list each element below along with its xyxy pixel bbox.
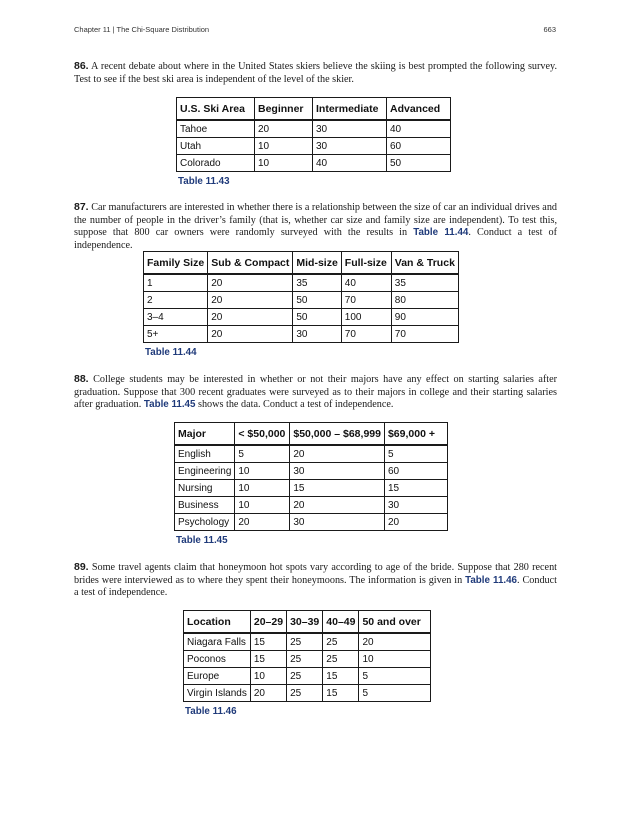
table-cell: 30 [313,120,387,138]
column-header: Beginner [255,98,313,121]
table-11-43 [176,97,451,172]
table-cell: 30 [290,514,385,531]
table-cell: Nursing [175,480,235,497]
table-cell: 10 [235,497,290,514]
table-cell: 20 [255,120,313,138]
column-header: 40–49 [323,611,359,634]
table-cell: 30 [293,326,341,343]
table-row [175,445,448,463]
table-cell: Tahoe [177,120,255,138]
table-cell: 25 [323,633,359,651]
table-cell: Business [175,497,235,514]
table-cell: Poconos [184,651,251,668]
table-cell: 20 [208,292,293,309]
problem-89 [74,561,557,600]
column-header: Mid-size [293,252,341,275]
table-cell: English [175,445,235,463]
table-caption: Table 11.44 [145,347,197,358]
problem-86 [74,60,557,86]
problem-text: Car manufacturers are interested in whether there is a relationship between the size of car an individual drives and the number of people in the driver’s family (that is, whether car size and family size are independent). To test this, suppose that 800 car owners were randomly surveyed with the results in [74,202,558,238]
table-cell: 20 [384,514,447,531]
table-row [184,633,431,651]
table-cell: Europe [184,668,251,685]
table-cell: 2 [144,292,208,309]
table-header-row [144,252,459,275]
table-cell: 5 [235,445,290,463]
table-cell: 15 [384,480,447,497]
table-cell: 10 [235,480,290,497]
table-cell: 20 [290,497,385,514]
table-cell: 20 [208,309,293,326]
table-cell: 50 [293,309,341,326]
table-cell: 5 [359,668,431,685]
problem-text: A recent debate about where in the United States skiers believe the skiing is best prompted the following survey. Test to see if the best ski area is independent of the level of the skier. [74,61,557,85]
table-cell: 70 [391,326,458,343]
problem-number: 87. [74,201,89,213]
table-cell: 15 [323,668,359,685]
table-cell: 20 [250,685,286,702]
table-row [144,274,459,292]
problem-number: 86. [74,60,89,72]
problem-87 [74,201,557,252]
table-cell: 90 [391,309,458,326]
table-cell: 70 [341,292,391,309]
table-cell: 60 [384,463,447,480]
table-cell: 80 [391,292,458,309]
column-header: $69,000 + [384,423,447,446]
problem-number: 88. [74,373,89,385]
table-cell: 10 [255,155,313,172]
table-cell: 15 [250,633,286,651]
table-cell: 20 [208,274,293,292]
table-cell: 15 [250,651,286,668]
table-row [144,326,459,343]
page-number: 663 [543,25,556,34]
table-caption: Table 11.45 [176,535,228,546]
table-row [175,480,448,497]
table-cell: 40 [387,120,451,138]
problem-88 [74,373,557,412]
column-header: 50 and over [359,611,431,634]
table-row [184,651,431,668]
table-cell: 25 [287,633,323,651]
table-cell: 30 [313,138,387,155]
table-cell: 50 [293,292,341,309]
column-header: Advanced [387,98,451,121]
table-cell: Utah [177,138,255,155]
table-header-row [177,98,451,121]
problem-text: . Conduct a test of independence. [74,227,557,251]
table-cell: 10 [235,463,290,480]
table-row [177,155,451,172]
table-cell: 15 [323,685,359,702]
table-caption: Table 11.46 [185,706,237,717]
column-header: Major [175,423,235,446]
table-cell: 5 [359,685,431,702]
problem-text: College students may be interested in whether or not their majors have any effect on starting salaries after graduation. Suppose that 300 recent graduates were surveyed as to their majors in college and their starting salaries after graduation. [74,374,558,410]
table-cell: 20 [208,326,293,343]
column-header: Van & Truck [391,252,458,275]
table-cell: 25 [287,685,323,702]
problem-text: Some travel agents claim that honeymoon hot spots vary according to age of the bride. Suppose that 280 recent brides were interviewed as to where they spent their honeymoons. The information is given in [74,562,557,586]
page-header [74,25,556,37]
column-header: Location [184,611,251,634]
table-reference-link[interactable]: Table 11.44 [413,227,469,238]
problem-text: . Conduct a test of independence. [74,574,557,598]
problem-number: 89. [74,561,89,573]
table-cell: 30 [290,463,385,480]
chapter-title: Chapter 11 | The Chi-Square Distribution [74,25,210,34]
column-header: 30–39 [287,611,323,634]
table-row [144,292,459,309]
table-cell: 60 [387,138,451,155]
table-cell: Virgin Islands [184,685,251,702]
table-cell: 1 [144,274,208,292]
table-cell: 70 [341,326,391,343]
table-cell: Niagara Falls [184,633,251,651]
table-cell: 20 [359,633,431,651]
table-row [175,514,448,531]
table-reference-link[interactable]: Table 11.45 [143,399,196,410]
table-cell: 10 [359,651,431,668]
column-header: $50,000 – $68,999 [290,423,385,446]
table-cell: 5 [384,445,447,463]
table-cell: 40 [341,274,391,292]
table-row [184,685,431,702]
table-cell: 25 [287,668,323,685]
problem-text: shows the data. Conduct a test of independence. [197,399,394,410]
table-cell: 3–4 [144,309,208,326]
table-cell: 50 [387,155,451,172]
table-cell: 20 [235,514,290,531]
table-cell: 25 [323,651,359,668]
column-header: Intermediate [313,98,387,121]
table-cell: Colorado [177,155,255,172]
table-header-row [184,611,431,634]
table-cell: 10 [255,138,313,155]
table-cell: 30 [384,497,447,514]
column-header: < $50,000 [235,423,290,446]
table-row [175,497,448,514]
column-header: U.S. Ski Area [177,98,255,121]
table-11-45 [174,422,448,531]
table-cell: 35 [391,274,458,292]
table-row [177,120,451,138]
table-cell: 10 [250,668,286,685]
column-header: Family Size [144,252,208,275]
table-row [144,309,459,326]
table-11-44 [143,251,459,343]
table-header-row [175,423,448,446]
table-cell: 25 [287,651,323,668]
column-header: Sub & Compact [208,252,293,275]
table-cell: 20 [290,445,385,463]
table-cell: Engineering [175,463,235,480]
table-cell: 40 [313,155,387,172]
table-row [175,463,448,480]
table-cell: 15 [290,480,385,497]
table-row [184,668,431,685]
column-header: 20–29 [250,611,286,634]
table-cell: Psychology [175,514,235,531]
table-caption: Table 11.43 [178,176,230,187]
table-reference-link[interactable]: Table 11.46 [465,574,518,586]
table-11-46 [183,610,431,702]
table-cell: 35 [293,274,341,292]
table-cell: 100 [341,309,391,326]
table-row [177,138,451,155]
table-cell: 5+ [144,326,208,343]
column-header: Full-size [341,252,391,275]
